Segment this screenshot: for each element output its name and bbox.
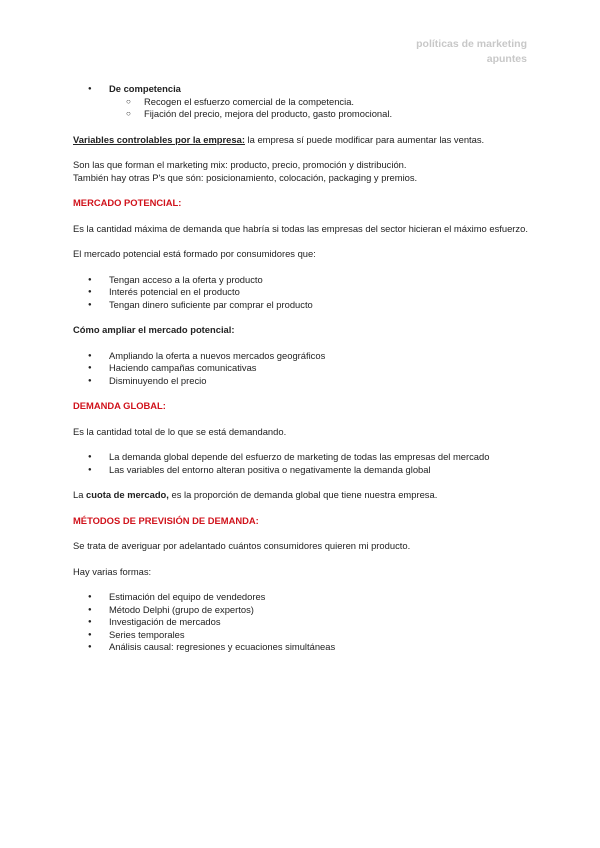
variables-paragraph-2: También hay otras P's que són: posicionamiento, colocación, packaging y premios. [73,171,418,183]
list-item: ● Disminuyendo el precio [73,375,533,388]
header-type: apuntes [486,53,527,65]
metodos-definition: Se trata de averiguar por adelantado cuántos consumidores quieren mi producto. [73,540,411,551]
list-item: ● Método Delphi (grupo de expertos) [73,604,533,617]
cuota-term: cuota de mercado, [86,489,169,500]
mercado-potencial-definition: Es la cantidad máxima de demanda que habría si todas las empresas del sector hicieran el máximo esfuerzo. [73,222,528,234]
list-item: ○ Fijación del precio, mejora del producto, gasto promocional. [73,108,533,121]
list-item: ● Estimación del equipo de vendedores [73,591,533,604]
list-item: ● Las variables del entorno alteran positiva o negativamente la demanda global [73,464,533,477]
list-item: ● Haciendo campañas comunicativas [73,362,533,375]
variables-paragraph [73,134,533,147]
section-heading-metodos: MÉTODOS DE PREVISIÓN DE DEMANDA: [73,514,259,526]
list-item: ● Ampliando la oferta a nuevos mercados geográficos [73,350,533,363]
section-heading-mercado-potencial: MERCADO POTENCIAL: [73,197,182,208]
demanda-global-list [73,451,533,476]
mercado-potencial-intro: El mercado potencial está formado por consumidores que: [73,248,316,259]
document-body [73,83,533,654]
mercado-potencial-list [73,274,533,312]
ampliar-list [73,350,533,388]
list-item: ● Tengan dinero suficiente par comprar el producto [73,299,533,312]
list-item: ● Análisis causal: regresiones y ecuaciones simultáneas [73,641,533,654]
cuota-paragraph [73,489,533,502]
metodos-list [73,591,533,654]
list-item: ● La demanda global depende del esfuerzo de marketing de todas las empresas del mercado [73,451,533,464]
demanda-global-definition: Es la cantidad total de lo que se está demandando. [73,425,287,437]
metodos-intro: Hay varias formas: [73,565,152,577]
page-header [416,37,527,67]
variables-paragraph-1: Son las que forman el marketing mix: producto, precio, promoción y distribución. [73,159,407,170]
list-item [73,83,533,96]
list-item: ● Series temporales [73,629,533,642]
list-item: ● Interés potencial en el producto [73,286,533,299]
cuota-post: es la proporción de demanda global que tiene nuestra empresa. [168,489,438,500]
list-item: ○ Recogen el esfuerzo comercial de la competencia. [73,96,533,109]
variables-text: la empresa sí puede modificar para aumentar las ventas. [244,133,485,145]
competencia-list [73,83,533,96]
variables-label: Variables controlables por la empresa: [73,133,245,145]
list-item: ● Investigación de mercados [73,616,533,629]
competencia-title: De competencia [109,83,181,94]
section-heading-demanda-global: DEMANDA GLOBAL: [73,400,166,411]
list-item: ● Tengan acceso a la oferta y producto [73,274,533,287]
competencia-sublist [73,96,533,121]
ampliar-heading: Cómo ampliar el mercado potencial: [73,324,235,335]
cuota-pre: La [73,489,87,500]
header-subject: políticas de marketing [416,38,527,50]
